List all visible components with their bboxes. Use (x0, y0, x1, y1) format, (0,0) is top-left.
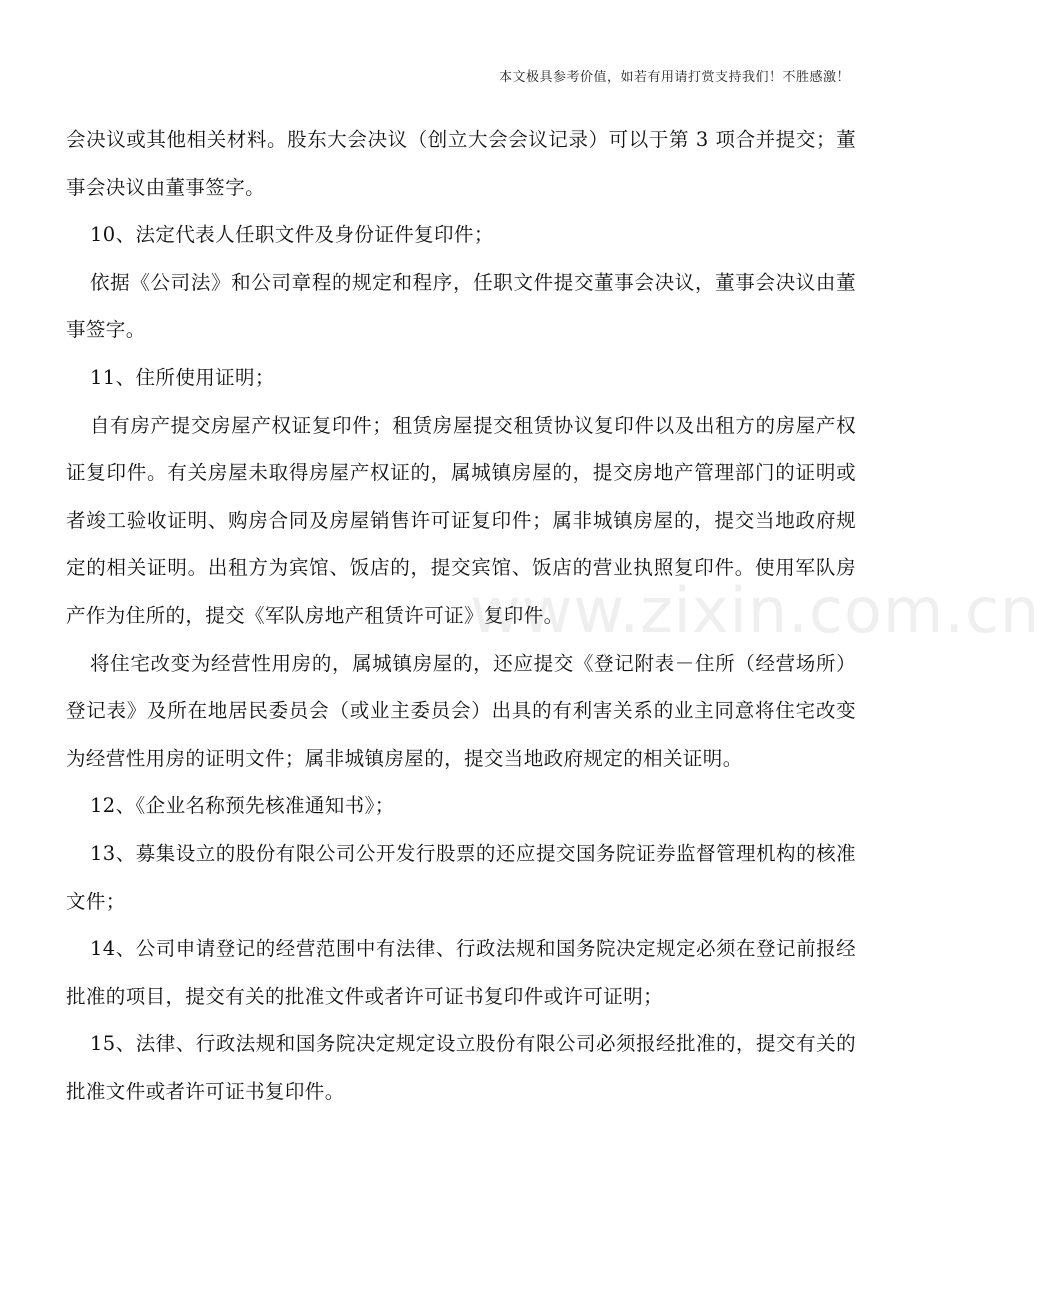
paragraph-item-14: 14、公司申请登记的经营范围中有法律、行政法规和国务院决定规定必须在登记前报经批准的项目，提交有关的批准文件或者许可证书复印件或许可证明； (66, 937, 856, 1008)
paragraph-item-10: 10、法定代表人任职文件及身份证件复印件； (90, 223, 494, 247)
paragraph-item-11-residential: 将住宅改变为经营性用房的，属城镇房屋的，还应提交《登记附表－住所（经营场所）登记表》及所在地居民委员会（或业主委员会）出具的有利害关系的业主同意将住宅改变为经营性用房的证明文件；属非城镇房屋的，提交当地政府规定的相关证明。 (66, 651, 856, 770)
paragraph-item-12: 12、《企业名称预先核准通知书》； (90, 794, 395, 818)
page-header-note: 本文极具参考价值，如若有用请打赏支持我们！不胜感激！ (498, 70, 850, 85)
paragraph-item-15: 15、法律、行政法规和国务院决定规定设立股份有限公司必须报经批准的，提交有关的批准文件或者许可证书复印件。 (66, 1032, 856, 1103)
paragraph-item-11-detail: 自有房产提交房屋产权证复印件；租赁房屋提交租赁协议复印件以及出租方的房屋产权证复印件。有关房屋未取得房屋产权证的，属城镇房屋的，提交房地产管理部门的证明或者竣工验收证明、购房合同及房屋销售许可证复印件；属非城镇房屋的，提交当地政府规定的相关证明。出租方为宾馆、饭店的，提交宾馆、饭店的营业执照复印件。使用军队房产作为住所的，提交《军队房地产租赁许可证》复印件。 (66, 413, 856, 627)
paragraph-item-11: 11、住所使用证明； (90, 365, 275, 389)
paragraph-item-10-detail: 依据《公司法》和公司章程的规定和程序，任职文件提交董事会决议，董事会决议由董事签字。 (66, 270, 856, 342)
watermark: www.zixin.com.cn (470, 574, 1040, 647)
paragraph-continuation: 会决议或其他相关材料。股东大会决议（创立大会会议记录）可以于第 3 项合并提交；董事会决议由董事签字。 (66, 128, 856, 199)
document-body (66, 116, 856, 1115)
paragraph-item-13: 13、募集设立的股份有限公司公开发行股票的还应提交国务院证券监督管理机构的核准文件； (66, 841, 856, 913)
